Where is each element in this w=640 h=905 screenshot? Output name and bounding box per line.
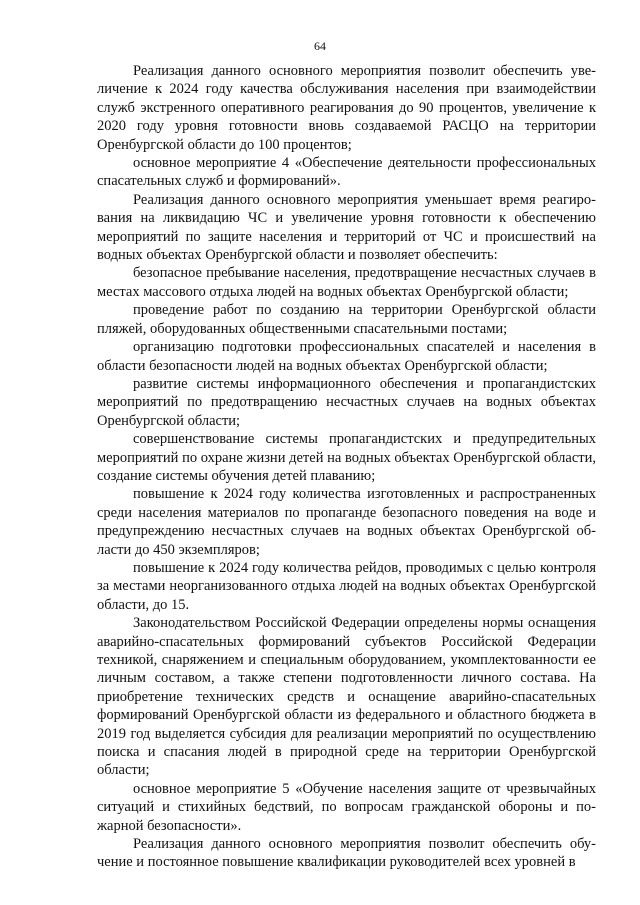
paragraph: организацию подготовки профессиональных спасателей и населения в области безопасности людей на водных объектах Оренбургской области; [97,339,596,374]
paragraph: повышение к 2024 году количества рейдов, проводимых с целью контроля за местами неорганизованного отдыха людей на водных объектах Оренбургской области, до 15. [97,559,596,613]
paragraph: повышение к 2024 году количества изготовленных и распространенных среди населения материалов по пропаганде безопасного поведения на воде и предупреждению несчастных случаев на водных объектах Оренбургской области до 450 экземпляров; [97,486,596,558]
paragraph: проведение работ по созданию на территории Оренбургской области пляжей, оборудованных общественными спасательными постами; [97,302,596,337]
paragraph: Законодательством Российской Федерации определены нормы оснащения аварийно-спасательных формирований субъектов Российской Федерации техникой, снаряжением и специальным оборудованием, укомплектованности ее личным составом, а также степени подготовленности личного состава. На приобретение технических средств и оснащение аварийно-спасательных формирований Оренбургской области из федерального и областного бюджета в 2019 год выделяется субсидия для реализации мероприятий по осуществлению поиска и спасания людей в природной среде на территории Оренбургской области; [97,615,596,779]
document-body [97,62,596,872]
paragraph: развитие системы информационного обеспечения и пропагандистских мероприятий по предотвращению несчастных случаев на водных объектах Оренбургской области; [97,375,596,429]
paragraph: безопасное пребывание населения, предотвращение несчастных случаев в местах массового отдыха людей на водных объектах Оренбургской области; [97,265,596,300]
paragraph: основное мероприятие 4 «Обеспечение деятельности профессиональных спасательных служб и формирований». [97,155,596,190]
paragraph: Реализация данного основного мероприятия уменьшает время реагирования на ликвидацию ЧС и увеличение уровня готовности к обеспечению мероприятий по защите населения и территорий от ЧС и происшествий на водных объектах Оренбургской области и позволяет обеспечить: [97,191,596,264]
paragraph: Реализация данного основного мероприятия позволит обеспечить увеличение к 2024 году качества обслуживания населения при взаимодействии служб экстренного оперативного реагирования до 90 процентов, увеличение к 2020 году уровня готовности вновь создаваемой РАСЦО на территории Оренбургской области до 100 процентов; [97,63,596,153]
paragraph: Реализация данного основного мероприятия позволит обеспечить обучение и постоянное повышение квалификации руководителей всех уровней в [97,836,596,871]
paragraph: основное мероприятие 5 «Обучение населения защите от чрезвычайных ситуаций и стихийных бедствий, по вопросам гражданской обороны и пожарной безопасности». [97,780,596,834]
paragraph: совершенствование системы пропагандистских и предупредительных мероприятий по охране жизни детей на водных объектах Оренбургской области, создание системы обучения детей плаванию; [97,431,596,484]
page-number: 64 [314,39,326,53]
